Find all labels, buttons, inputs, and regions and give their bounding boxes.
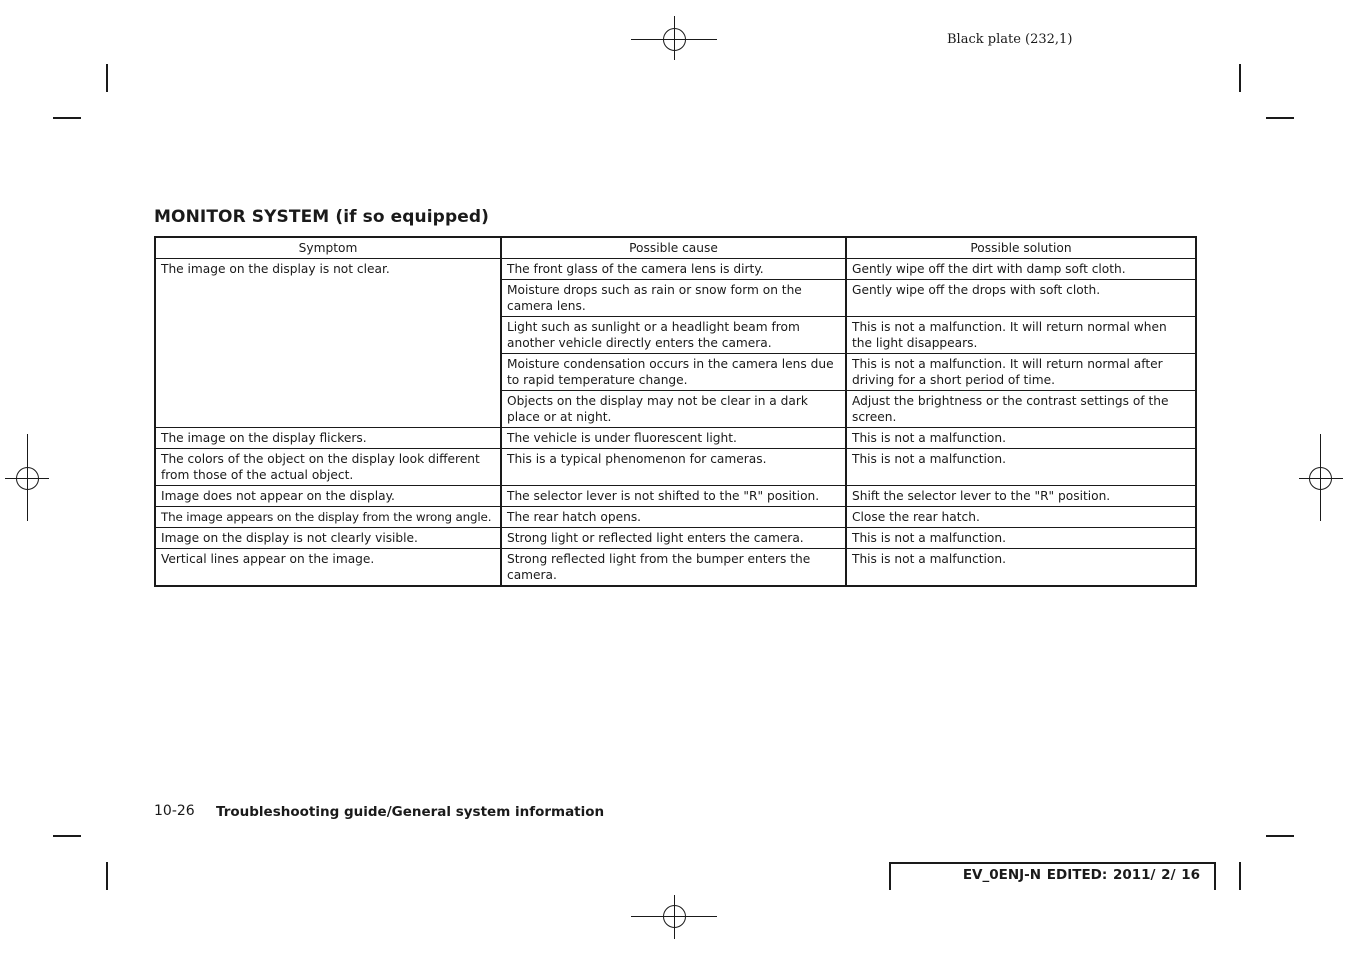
- cause-cell: Strong reflected light from the bumper enters the camera.: [501, 549, 846, 587]
- symptom-cell: The image on the display is not clear.: [155, 259, 501, 428]
- header-possible-cause: Possible cause: [501, 237, 846, 259]
- edit-stamp-box: [889, 862, 1216, 890]
- solution-cell: Close the rear hatch.: [846, 507, 1196, 528]
- solution-cell: Adjust the brightness or the contrast settings of the screen.: [846, 391, 1196, 428]
- cause-cell: Strong light or reflected light enters the camera.: [501, 528, 846, 549]
- table-row: [155, 549, 1196, 587]
- table-row: [155, 259, 1196, 280]
- troubleshooting-table: [154, 236, 1197, 587]
- cause-cell: Moisture condensation occurs in the camera lens due to rapid temperature change.: [501, 354, 846, 391]
- solution-cell: Gently wipe off the drops with soft cloth.: [846, 280, 1196, 317]
- table-row: [155, 486, 1196, 507]
- table-row: [155, 528, 1196, 549]
- solution-cell: This is not a malfunction.: [846, 428, 1196, 449]
- cause-cell: The rear hatch opens.: [501, 507, 846, 528]
- page-number: 10-26: [154, 803, 195, 819]
- cause-cell: Objects on the display may not be clear in a dark place or at night.: [501, 391, 846, 428]
- symptom-cell: The image appears on the display from the wrong angle.: [155, 507, 501, 528]
- solution-cell: This is not a malfunction.: [846, 528, 1196, 549]
- cause-cell: The vehicle is under fluorescent light.: [501, 428, 846, 449]
- section-title: MONITOR SYSTEM (if so equipped): [154, 207, 489, 227]
- table-header-row: [155, 237, 1196, 259]
- symptom-cell: Image on the display is not clearly visible.: [155, 528, 501, 549]
- solution-cell: Shift the selector lever to the "R" position.: [846, 486, 1196, 507]
- table-row: [155, 449, 1196, 486]
- cause-cell: Light such as sunlight or a headlight beam from another vehicle directly enters the camera.: [501, 317, 846, 354]
- table-row: [155, 507, 1196, 528]
- solution-cell: Gently wipe off the dirt with damp soft cloth.: [846, 259, 1196, 280]
- cause-cell: The selector lever is not shifted to the "R" position.: [501, 486, 846, 507]
- cause-cell: The front glass of the camera lens is dirty.: [501, 259, 846, 280]
- table-row: [155, 428, 1196, 449]
- solution-cell: This is not a malfunction.: [846, 449, 1196, 486]
- plate-label: Black plate (232,1): [947, 32, 1073, 47]
- chapter-title: Troubleshooting guide/General system information: [216, 804, 605, 820]
- cause-cell: Moisture drops such as rain or snow form on the camera lens.: [501, 280, 846, 317]
- symptom-cell: Image does not appear on the display.: [155, 486, 501, 507]
- header-symptom: Symptom: [155, 237, 501, 259]
- solution-cell: This is not a malfunction. It will return normal after driving for a short period of time.: [846, 354, 1196, 391]
- symptom-cell: Vertical lines appear on the image.: [155, 549, 501, 587]
- solution-cell: This is not a malfunction.: [846, 549, 1196, 587]
- symptom-cell: The colors of the object on the display look different from those of the actual object.: [155, 449, 501, 486]
- solution-cell: This is not a malfunction. It will return normal when the light disappears.: [846, 317, 1196, 354]
- header-possible-solution: Possible solution: [846, 237, 1196, 259]
- symptom-cell: The image on the display flickers.: [155, 428, 501, 449]
- cause-cell: This is a typical phenomenon for cameras.: [501, 449, 846, 486]
- edit-stamp: EV_0ENJ-N EDITED: 2011/ 2/ 16: [962, 867, 1200, 883]
